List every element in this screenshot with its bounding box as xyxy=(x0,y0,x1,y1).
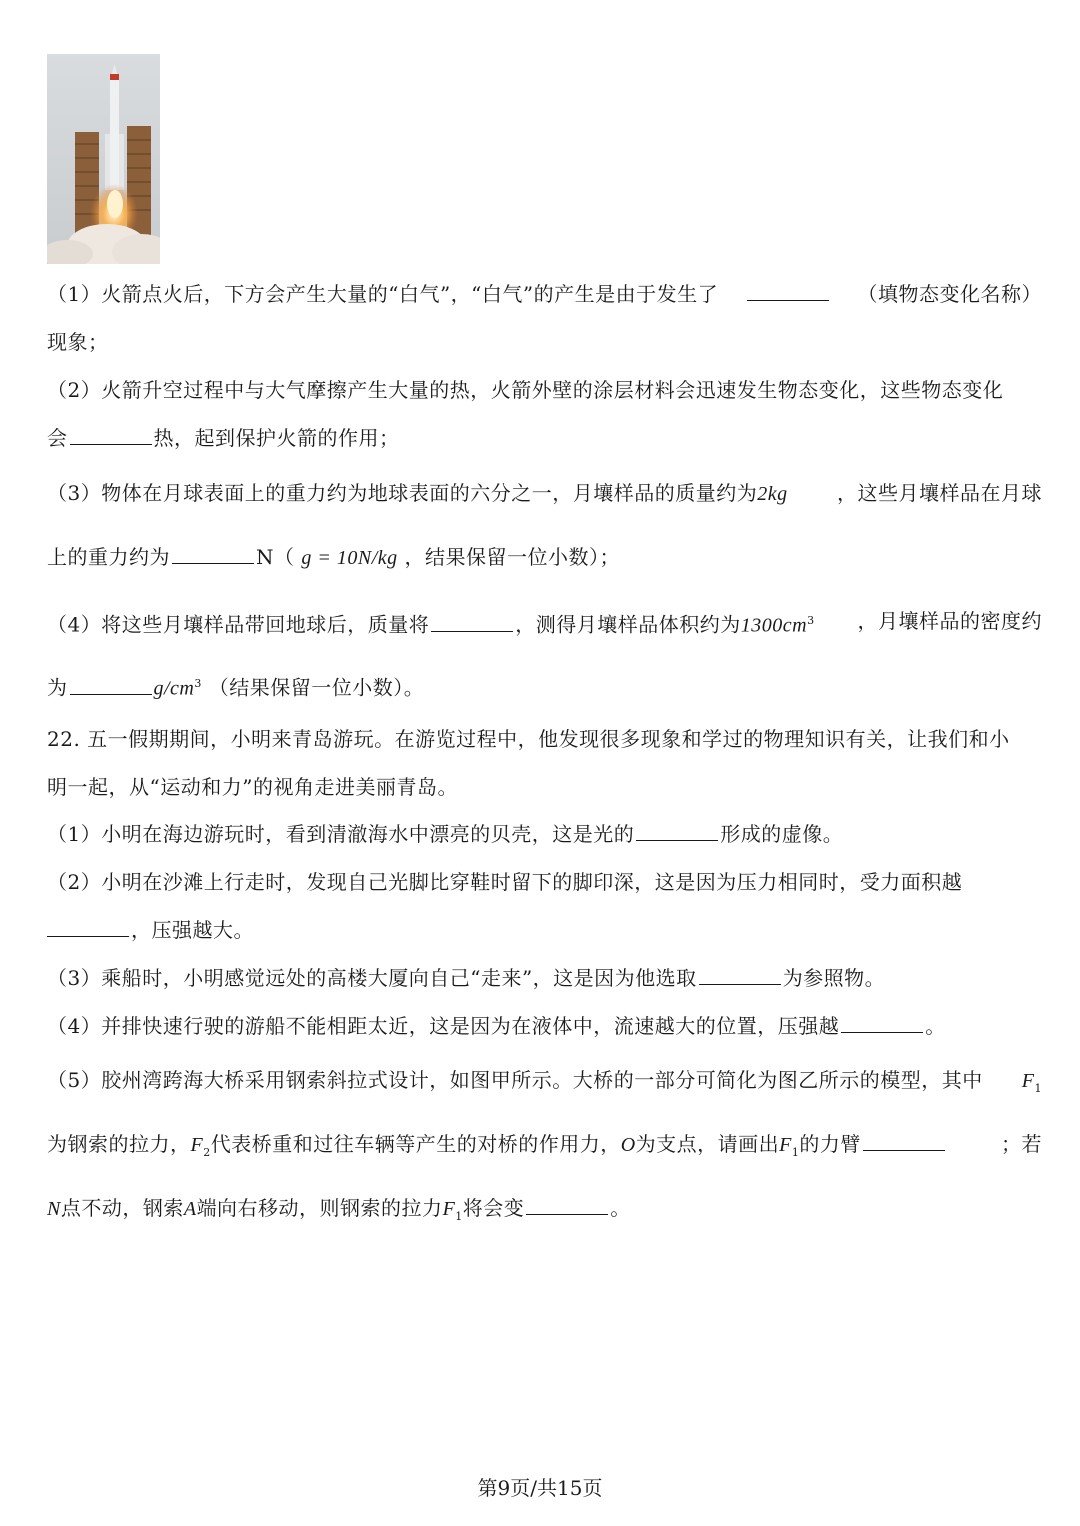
q22-part5-text5: 的力臂 xyxy=(799,1132,861,1156)
q21-part4-lead: 为 xyxy=(47,675,68,700)
q22-part1 xyxy=(47,820,1042,848)
q22-intro-line2 xyxy=(47,773,1042,801)
q21-part4-text3: ，月壤样品的密度约 xyxy=(857,609,1042,633)
page-footer xyxy=(0,1474,1080,1502)
q21-part4-volume-exp: 3 xyxy=(807,614,815,627)
q21-part4-text: （4）将这些月壤样品带回地球后，质量将 xyxy=(47,612,430,637)
q22-part5-F1c-subscript: 1 xyxy=(455,1210,463,1223)
q22-part2-answer-blank[interactable] xyxy=(47,916,129,937)
q22-part5-answer-blank-arm[interactable] xyxy=(863,1130,945,1151)
q22-part5-N-symbol: N xyxy=(47,1198,61,1220)
q22-part2-line2 xyxy=(47,916,1042,944)
q21-part2-text: （2）火箭升空过程中与大气摩擦产生大量的热，火箭外壁的涂层材料会迅速发生物态变化，这些物态变化 xyxy=(47,378,1004,402)
q22-part5-F1b-subscript: 1 xyxy=(791,1146,800,1159)
q21-part3-mass: 2kg xyxy=(757,483,788,505)
q22-part3-text: （3）乘船时，小明感觉远处的高楼大厦向自己“走来”，这是因为他选取 xyxy=(47,966,697,990)
q21-part4-answer-blank-mass[interactable] xyxy=(431,611,513,632)
q22-part1-text: （1）小明在海边游玩时，看到清澈海水中漂亮的贝壳，这是光的 xyxy=(47,822,635,846)
q21-part1-line1 xyxy=(47,280,1042,308)
q21-part4-volume: 1300cm xyxy=(740,614,808,637)
q22-intro-text2: 明一起，从“运动和力”的视角走进美丽青岛。 xyxy=(47,775,458,799)
q22-part5-text9: 将会变 xyxy=(462,1196,525,1220)
page-number: 第9页/共15页 xyxy=(477,1476,603,1500)
q21-part2-line1 xyxy=(47,376,1042,404)
q21-part3-unit: N（ xyxy=(256,545,295,569)
q21-part4-answer-blank-density[interactable] xyxy=(70,674,152,695)
q21-part3-lead: 上的重力约为 xyxy=(47,545,170,569)
q22-part5-A-symbol: A xyxy=(183,1198,197,1220)
q21-part3-line1 xyxy=(47,479,1042,508)
q21-part3-line2 xyxy=(47,543,1042,572)
q22-part3-answer-blank[interactable] xyxy=(699,964,781,985)
q22-part5-text7: 点不动，钢索 xyxy=(60,1196,184,1220)
q22-part5-end: 。 xyxy=(610,1196,631,1220)
q22-part3 xyxy=(47,964,1042,992)
q21-part3-text2: ，这些月壤样品在月球 xyxy=(837,481,1042,505)
q21-part2-line2 xyxy=(47,424,1042,452)
q22-part2-end: ，压强越大。 xyxy=(131,918,254,942)
q21-part3-g-value: g = 10N/kg xyxy=(301,547,398,569)
q22-part5-F1-subscript: 1 xyxy=(1034,1082,1042,1095)
q21-part1-line2 xyxy=(47,328,1042,356)
q22-part5-text: （5）胶州湾跨海大桥采用钢索斜拉式设计，如图甲所示。大桥的一部分可简化为图乙所示的模型，其中 xyxy=(47,1068,983,1092)
q21-part1-text: （1）火箭点火后，下方会产生大量的“白气”，“白气”的产生是由于发生了 xyxy=(47,282,719,306)
q21-part3-text: （3）物体在月球表面上的重力约为地球表面的六分之一，月壤样品的质量约为 xyxy=(47,481,758,505)
q22-part2-text: （2）小明在沙滩上行走时，发现自己光脚比穿鞋时留下的脚印深，这是因为压力相同时，受力面积越 xyxy=(47,870,963,894)
q22-part5-text8: 端向右移动，则钢索的拉力 xyxy=(196,1196,443,1220)
q22-part5-line1 xyxy=(47,1066,1042,1103)
q22-part5-text4: 为支点，请画出 xyxy=(635,1132,780,1156)
q21-part4-line1 xyxy=(47,607,1042,640)
q21-part1-answer-blank[interactable] xyxy=(747,280,829,301)
q22-part5-F1-symbol: F xyxy=(1021,1070,1035,1092)
q21-part1-end: 现象； xyxy=(47,330,109,354)
q22-part5-line2 xyxy=(47,1130,1042,1167)
q22-part5-O-symbol: O xyxy=(620,1134,636,1156)
q21-part4-density-exp: 3 xyxy=(194,677,202,690)
q22-intro-line1 xyxy=(47,725,1042,753)
q22-part5-text6: ；若 xyxy=(1001,1132,1042,1156)
q21-part4-text2: ，测得月壤样品体积约为 xyxy=(515,612,741,637)
q22-part4-end: 。 xyxy=(925,1014,946,1038)
q22-intro-text1: 22. 五一假期期间，小明来青岛游玩。在游览过程中，他发现很多现象和学过的物理知识有关，让我们和小 xyxy=(47,727,1010,751)
q22-part5-F2-subscript: 2 xyxy=(203,1146,211,1159)
q22-part3-end: 为参照物。 xyxy=(782,966,886,990)
q21-part4-end: （结果保留一位小数）。 xyxy=(208,675,425,700)
q22-part4-text: （4）并排快速行驶的游船不能相距太近，这是因为在液体中，流速越大的位置，压强越 xyxy=(47,1014,840,1038)
q22-part4 xyxy=(47,1012,1042,1040)
q21-part2-end: 热，起到保护火箭的作用； xyxy=(153,426,400,450)
q21-part4-density-unit: g/cm xyxy=(153,677,195,700)
q22-part5-line3 xyxy=(47,1194,1042,1231)
q21-part1-hint: （填物态变化名称） xyxy=(857,282,1042,306)
q21-part2-answer-blank[interactable] xyxy=(70,424,152,445)
q22-part1-end: 形成的虚像。 xyxy=(720,822,844,846)
q22-part1-answer-blank[interactable] xyxy=(636,820,718,841)
q22-part5-text3: 代表桥重和过往车辆等产生的对桥的作用力， xyxy=(210,1132,621,1156)
q21-part2-lead: 会 xyxy=(47,426,68,450)
q22-part5-text2: 为钢索的拉力， xyxy=(47,1132,191,1156)
q22-part5-answer-blank-force[interactable] xyxy=(526,1194,608,1215)
q22-part2-line1 xyxy=(47,868,1042,896)
rocket-launch-photo xyxy=(47,54,160,264)
q22-part5-F1c-symbol: F xyxy=(442,1198,456,1220)
q21-part3-end: ，结果保留一位小数）； xyxy=(404,545,620,569)
q22-part5-F2-symbol: F xyxy=(190,1134,204,1156)
q21-part3-answer-blank[interactable] xyxy=(172,543,254,564)
q22-part4-answer-blank[interactable] xyxy=(841,1012,923,1033)
q22-part5-F1b-symbol: F xyxy=(779,1134,792,1156)
q21-part4-line2 xyxy=(47,670,1042,703)
